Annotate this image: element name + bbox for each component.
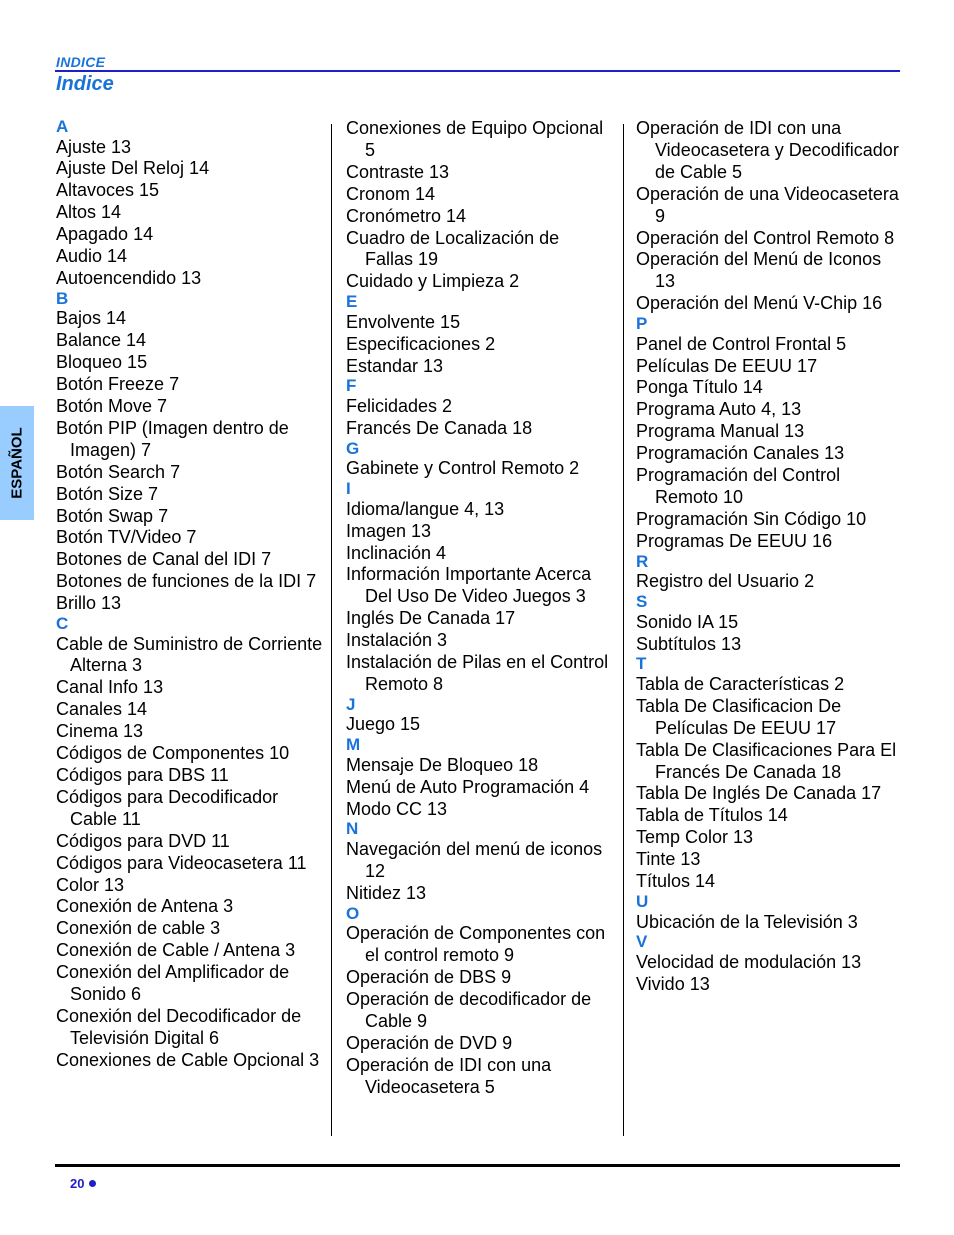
index-entry: Sonido IA 15 (636, 611, 739, 632)
index-entry: Idioma/langue 4, 13 (346, 498, 505, 519)
index-entry: Altos 14 (56, 202, 122, 223)
index-letter-heading: U (636, 892, 649, 911)
index-letter-heading: E (346, 292, 358, 312)
index-entry: Tabla De Clasificaciones Para El Francés De Canada 18 (636, 739, 897, 782)
index-letter-heading: I (346, 479, 351, 499)
index-letter-heading: M (346, 735, 361, 755)
index-entry: Francés De Canada 18 (346, 417, 533, 438)
index-letter-heading: P (636, 314, 648, 334)
index-entry: Tabla De Clasificacion De Películas De EEUU 17 (636, 695, 842, 738)
language-label: ESPAÑOL (8, 427, 26, 499)
index-entry: Brillo 13 (56, 593, 122, 614)
index-entry: Juego 15 (346, 714, 421, 735)
column-divider (623, 124, 624, 1136)
index-entry: Inclinación 4 (346, 542, 447, 563)
index-entry: Modo CC 13 (346, 798, 448, 819)
index-entry: Conexión de Antena 3 (56, 896, 234, 917)
index-entry: Títulos 14 (636, 871, 716, 892)
index-entry: Operación del Menú de Iconos 13 (636, 249, 882, 292)
index-column-2 (346, 118, 612, 1098)
index-letter-heading: C (56, 614, 69, 634)
index-entry: Operación del Control Remoto 8 (636, 227, 895, 248)
index-entry: Operación de Componentes con el control remoto 9 (346, 923, 606, 966)
index-entry: Cuadro de Localización de Fallas 19 (346, 227, 560, 270)
index-entry: Programación Sin Código 10 (636, 508, 867, 529)
index-entry: Información Importante Acerca Del Uso De Video Juegos 3 (346, 564, 592, 607)
index-entry: Botones de funciones de la IDI 7 (56, 571, 317, 592)
index-letter-heading: G (346, 438, 360, 458)
index-entry: Canales 14 (56, 699, 148, 720)
index-entry: Conexión del Amplificador de Sonido 6 (56, 962, 290, 1005)
index-entry: Tabla De Inglés De Canada 17 (636, 783, 882, 804)
index-entry: Especificaciones 2 (346, 333, 496, 354)
index-entry: Registro del Usuario 2 (636, 571, 815, 592)
index-entry: Películas De EEUU 17 (636, 355, 818, 376)
index-entry: Programa Manual 13 (636, 421, 805, 442)
index-entry: Conexión de Cable / Antena 3 (56, 940, 296, 961)
index-entry: Envolvente 15 (346, 311, 461, 332)
index-entry: Operación de DBS 9 (346, 967, 512, 987)
index-entry: Balance 14 (56, 330, 147, 351)
column-divider (331, 124, 332, 1136)
index-entry: Códigos para Decodificador Cable 11 (56, 786, 279, 829)
index-entry: Subtítulos 13 (636, 633, 742, 654)
index-entry: Contraste 13 (346, 161, 450, 182)
index-letter-heading: R (636, 551, 649, 571)
page-title: Indice (56, 73, 114, 95)
index-entry: Cronom 14 (346, 183, 436, 204)
index-entry: Operación del Menú V-Chip 16 (636, 293, 883, 314)
index-letter-heading: N (346, 819, 359, 839)
index-entry: Inglés De Canada 17 (346, 608, 516, 629)
index-entry: Conexiones de Equipo Opcional 5 (346, 118, 604, 160)
index-entry: Programación Canales 13 (636, 443, 845, 464)
index-entry: Panel de Control Frontal 5 (636, 333, 847, 354)
index-entry: Bajos 14 (56, 308, 127, 329)
index-entry: Botones de Canal del IDI 7 (56, 549, 272, 570)
page-footer (70, 1176, 96, 1191)
index-entry: Tabla de Títulos 14 (636, 805, 788, 826)
index-letter-heading: A (56, 117, 69, 136)
index-entry: Botón Size 7 (56, 483, 159, 504)
index-entry: Botón TV/Video 7 (56, 527, 197, 548)
index-entry: Bloqueo 15 (56, 352, 148, 373)
index-letter-heading: F (346, 376, 357, 396)
index-entry: Tabla de Características 2 (636, 673, 845, 694)
index-entry: Ponga Título 14 (636, 377, 763, 398)
index-entry: Botón Search 7 (56, 461, 181, 482)
index-entry: Gabinete y Control Remoto 2 (346, 458, 580, 479)
bullet-icon (89, 1180, 96, 1187)
index-entry: Color 13 (56, 874, 125, 895)
index-entry: Botón Move 7 (56, 395, 168, 416)
index-column-3 (636, 118, 900, 996)
section-header: INDICE (56, 54, 106, 70)
index-entry: Operación de IDI con una Videocasetera 5 (346, 1054, 552, 1097)
index-entry: Códigos para Videocasetera 11 (56, 852, 307, 873)
index-entry: Autoencendido 13 (56, 267, 202, 288)
index-entry: Cable de Suministro de Corriente Alterna 3 (56, 633, 323, 676)
index-entry: Operación de DVD 9 (346, 1032, 513, 1053)
index-entry: Mensaje De Bloqueo 18 (346, 754, 539, 775)
index-entry: Botón Freeze 7 (56, 374, 180, 395)
index-entry: Ajuste Del Reloj 14 (56, 158, 210, 179)
index-entry: Códigos para DBS 11 (56, 764, 229, 785)
index-entry: Conexión de cable 3 (56, 918, 221, 939)
index-entry: Velocidad de modulación 13 (636, 951, 862, 972)
index-entry: Instalación 3 (346, 630, 448, 651)
index-entry: Programación del Control Remoto 10 (636, 465, 841, 507)
index-entry: Felicidades 2 (346, 395, 453, 416)
index-entry: Navegación del menú de iconos 12 (346, 838, 603, 881)
index-entry: Vivido 13 (636, 973, 710, 994)
index-entry: Altavoces 15 (56, 180, 160, 201)
index-entry: Botón Swap 7 (56, 505, 169, 526)
index-entry: Cuidado y Limpieza 2 (346, 271, 520, 292)
index-entry: Audio 14 (56, 246, 128, 267)
index-letter-heading: O (346, 903, 360, 923)
index-entry: Instalación de Pilas en el Control Remoto 8 (346, 652, 609, 694)
footer-rule (55, 1164, 900, 1167)
index-entry: Menú de Auto Programación 4 (346, 776, 590, 797)
index-entry: Códigos para DVD 11 (56, 830, 230, 851)
index-letter-heading: J (346, 694, 356, 714)
index-entry: Ubicación de la Televisión 3 (636, 911, 858, 932)
index-entry: Conexiones de Cable Opcional 3 (56, 1049, 320, 1070)
index-entry: Temp Color 13 (636, 827, 754, 848)
index-letter-heading: S (636, 592, 648, 612)
index-entry: Cinema 13 (56, 721, 144, 742)
index-entry: Nitidez 13 (346, 882, 427, 903)
index-entry: Canal Info 13 (56, 677, 164, 698)
index-entry: Conexión del Decodificador de Televisión Digital 6 (56, 1005, 302, 1048)
page-number: 20 (70, 1176, 85, 1191)
language-side-tab (0, 406, 34, 520)
index-column-1 (56, 118, 324, 1072)
index-letter-heading: B (56, 288, 69, 308)
index-letter-heading: V (636, 932, 648, 952)
header-rule (55, 70, 900, 72)
index-letter-heading: T (636, 654, 647, 674)
index-entry: Códigos de Componentes 10 (56, 743, 290, 764)
index-entry: Programa Auto 4, 13 (636, 399, 802, 420)
index-entry: Botón PIP (Imagen dentro de Imagen) 7 (56, 417, 289, 460)
index-entry: Estandar 13 (346, 355, 444, 376)
index-entry: Operación de una Videocasetera 9 (636, 183, 899, 226)
index-entry: Operación de IDI con una Videocasetera y Decodificador de Cable 5 (636, 118, 899, 182)
index-entry: Ajuste 13 (56, 136, 132, 157)
index-entry: Operación de decodificador de Cable 9 (346, 988, 592, 1031)
index-entry: Tinte 13 (636, 849, 701, 870)
index-entry: Imagen 13 (346, 520, 432, 541)
index-entry: Programas De EEUU 16 (636, 530, 833, 551)
index-entry: Cronómetro 14 (346, 205, 467, 226)
index-entry: Apagado 14 (56, 224, 154, 245)
